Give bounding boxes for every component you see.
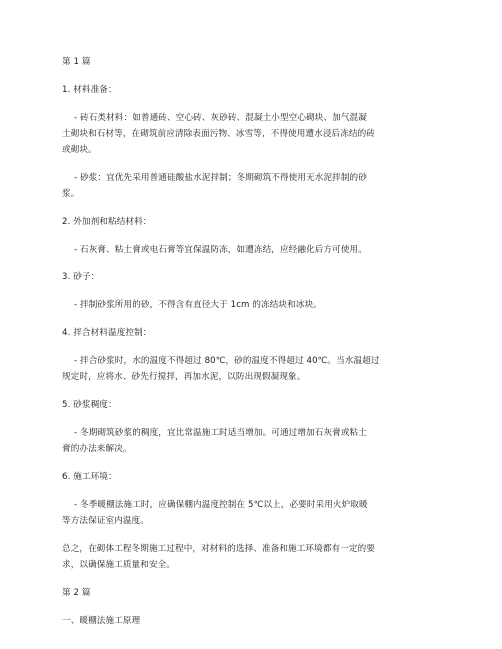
summary-line: 求，以确保施工质量和安全。 [62, 560, 176, 570]
paragraph-line: - 冬期砌筑砂浆的稠度，宜比常温施工时适当增加。可通过增加石灰膏或粘土 [74, 428, 367, 438]
paragraph-line: - 拌制砂浆所用的砂，不得含有直径大于 1cm 的冻结块和冰块。 [74, 300, 322, 310]
paragraph-line: 浆。 [62, 189, 80, 199]
section-heading-2: 第 2 篇 [62, 588, 91, 598]
section-heading-1: 第 1 篇 [62, 57, 91, 67]
item-heading-admixtures: 2. 外加剂和粘结材料： [62, 217, 152, 227]
paragraph-line: 或砌块。 [62, 145, 97, 155]
paragraph-line: - 石灰膏、粘土膏或电石膏等宜保温防冻，如遭冻结，应经融化后方可使用。 [74, 245, 367, 255]
paragraph-line: - 冬季暖棚法施工时，应确保棚内温度控制在 5℃以上，必要时采用火炉取暖 [74, 500, 368, 510]
paragraph-line: 膏的办法来解决。 [62, 444, 132, 454]
item-heading-consistency: 5. 砂浆稠度： [62, 400, 117, 410]
paragraph-line: - 砂浆：宜优先采用普通硅酸盐水泥拌制；冬期砌筑不得使用无水泥拌制的砂 [74, 173, 367, 183]
paragraph-line: 规定时，应将水、砂先行搅拌，再加水泥，以防出现假凝现象。 [62, 372, 306, 382]
paragraph-line: 等方法保证室内温度。 [62, 516, 149, 526]
subsection-heading: 一、暖棚法施工原理 [62, 616, 141, 626]
paragraph-line: - 拌合砂浆时，水的温度不得超过 80℃，砂的温度不得超过 40℃。当水温超过 [74, 356, 380, 366]
summary-line: 总之，在砌体工程冬期施工过程中，对材料的选择、准备和施工环境都有一定的要 [62, 544, 375, 554]
item-heading-temperature: 4. 拌合材料温度控制： [62, 328, 152, 338]
item-heading-materials: 1. 材料准备： [62, 85, 117, 95]
item-heading-sand: 3. 砂子： [62, 272, 100, 282]
paragraph-line: - 砖石类材料：如普通砖、空心砖、灰砂砖、混凝土小型空心砌块、加气混凝 [74, 113, 367, 123]
item-heading-environment: 6. 施工环境： [62, 472, 117, 482]
paragraph-line: 土砌块和石材等，在砌筑前应清除表面污物、冰雪等，不得使用遭水浸后冻结的砖 [62, 129, 375, 139]
